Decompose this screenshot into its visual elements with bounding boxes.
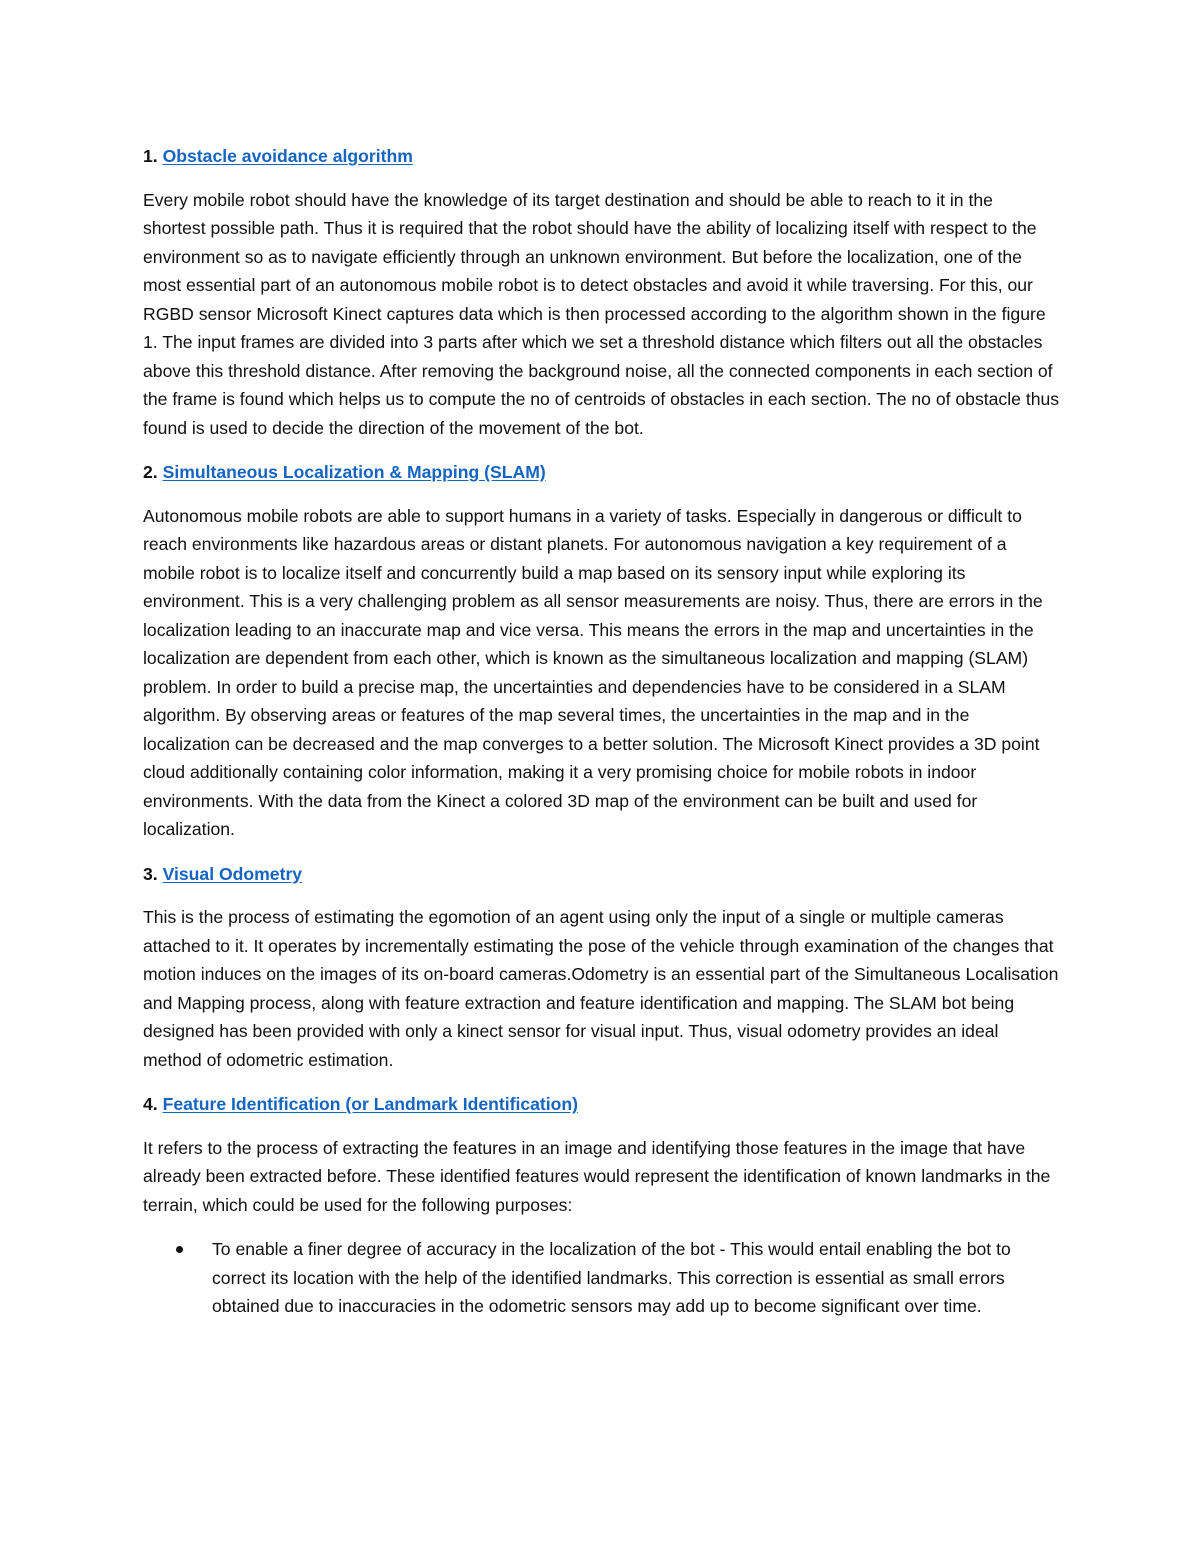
section-heading (143, 142, 1060, 171)
section-title-link[interactable]: Visual Odometry (162, 863, 303, 884)
section-title-link[interactable]: Feature Identification (or Landmark Identification) (162, 1094, 579, 1114)
section-slam (143, 458, 1060, 844)
section-title-link[interactable]: Obstacle avoidance algorithm (162, 146, 413, 166)
section-number: 1. (143, 146, 158, 166)
section-paragraph: Autonomous mobile robots are able to support humans in a variety of tasks. Especially in dangerous or difficult to reach environments like hazardous areas or distant planets. For autonomous navigation a key requirement of a mobile robot is to localize itself and concurrently build a map based on its sensory input while exploring its environment. This is a very challenging problem as all sensor measurements are noisy. Thus, there are errors in the localization leading to an inaccurate map and vice versa. This means the errors in the map and uncertainties in the localization are dependent from each other, which is known as the simultaneous localization and mapping (SLAM) problem. In order to build a precise map, the uncertainties and dependencies have to be considered in a SLAM algorithm. By observing areas or features of the map several times, the uncertainties in the map and in the localization can be decreased and the map converges to a better solution. The Microsoft Kinect provides a 3D point cloud additionally containing color information, making it a very promising choice for mobile robots in indoor environments. With the data from the Kinect a colored 3D map of the environment can be built and used for localization. (143, 505, 1043, 839)
list-item (143, 1235, 1060, 1321)
section-number: 4. (143, 1094, 158, 1114)
section-number: 2. (143, 462, 158, 482)
section-paragraph: It refers to the process of extracting the features in an image and identifying those features in the image that have already been extracted before. These identified features would represent the identification of known landmarks in the terrain, which could be used for the following purposes: (143, 1137, 1051, 1215)
section-feature-identification (143, 1090, 1060, 1321)
section-heading (143, 860, 1060, 889)
section-number: 3. (143, 863, 158, 884)
section-visual-odometry (143, 860, 1060, 1075)
bullet-icon (176, 1246, 183, 1253)
section-title-link[interactable]: Simultaneous Localization & Mapping (SLAM) (162, 462, 546, 482)
section-paragraph: This is the process of estimating the egomotion of an agent using only the input of a single or multiple cameras attached to it. It operates by incrementally estimating the pose of the vehicle through examination of the changes that motion induces on the images of its on-board cameras.Odometry is an essential part of the Simultaneous Localisation and Mapping process, along with feature extraction and feature identification and mapping. The SLAM bot being designed has been provided with only a kinect sensor for visual input. Thus, visual odometry provides an ideal method of odometric estimation. (143, 907, 1059, 1070)
section-obstacle-avoidance (143, 142, 1060, 442)
section-heading (143, 458, 1060, 487)
bullet-list (143, 1235, 1060, 1321)
section-paragraph: Every mobile robot should have the knowledge of its target destination and should be able to reach to it in the shortest possible path. Thus it is required that the robot should have the ability of localizing itself with respect to the environment so as to navigate efficiently through an unknown environment. But before the localization, one of the most essential part of an autonomous mobile robot is to detect obstacles and avoid it while traversing. For this, our RGBD sensor Microsoft Kinect captures data which is then processed according to the algorithm shown in the figure 1. The input frames are divided into 3 parts after which we set a threshold distance which filters out all the obstacles above this threshold distance. After removing the background noise, all the connected components in each section of the frame is found which helps us to compute the no of centroids of obstacles in each section. The no of obstacle thus found is used to decide the direction of the movement of the bot. (143, 189, 1060, 438)
section-heading (143, 1090, 1060, 1119)
list-item-text: To enable a finer degree of accuracy in the localization of the bot - This would entail enabling the bot to correct its location with the help of the identified landmarks. This correction is essential as small errors obtained due to inaccuracies in the odometric sensors may add up to become significant over time. (212, 1239, 1011, 1316)
